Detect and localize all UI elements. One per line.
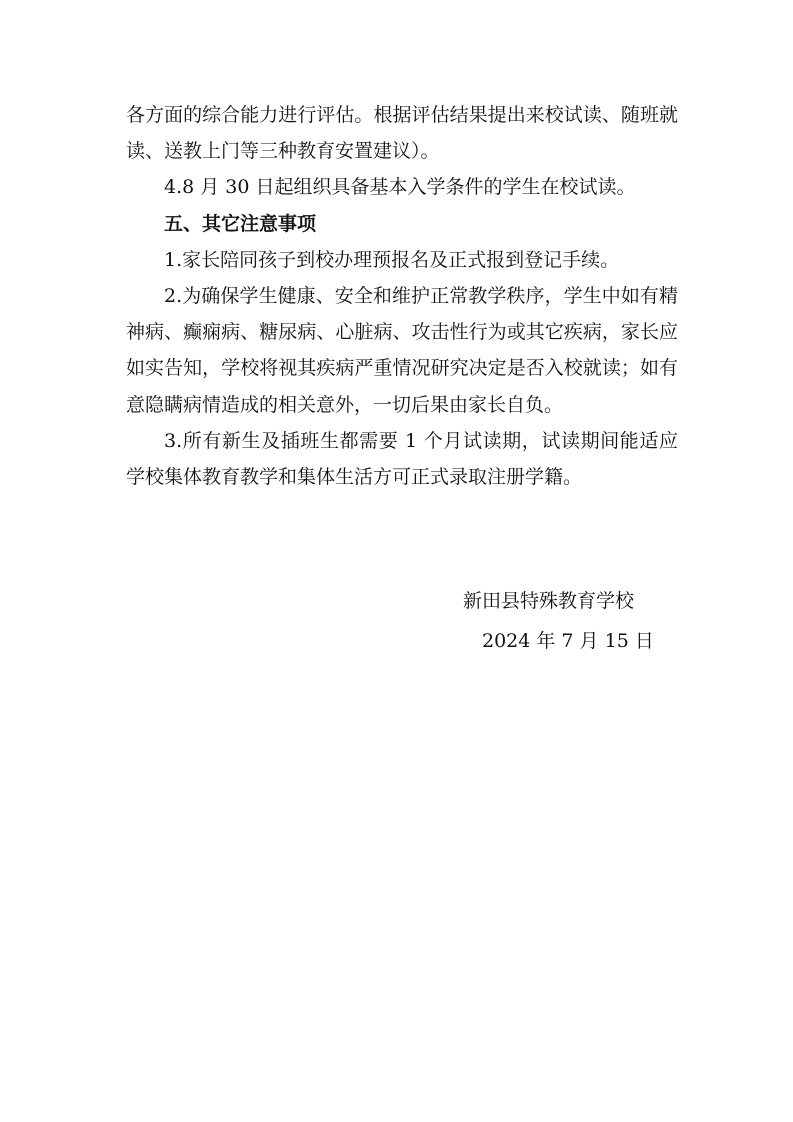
paragraph-note-1: 1.家长陪同孩子到校办理预报名及正式报到登记手续。 <box>164 248 620 271</box>
paragraph-assessment-continued: 各方面的综合能力进行评估。根据评估结果提出来校试读、随班就读、送教上门等三种教育安置建议）。 <box>126 104 678 163</box>
signature-date: 2024 年 7 月 15 日 <box>482 630 654 652</box>
paragraph-note-2: 2.为确保学生健康、安全和维护正常教学秩序，学生中如有精神病、癫痫病、糖尿病、心脏病、攻击性行为或其它疾病，家长应如实告知，学校将视其疾病严重情况研究决定是否入校就读；如有意隐瞒病情造成的相关意外，一切后果由家长自负。 <box>126 285 678 416</box>
paragraph-note-3: 3.所有新生及插班生都需要 1 个月试读期，试读期间能适应学校集体教育教学和集体生活方可正式录取注册学籍。 <box>126 429 678 489</box>
signature-organization: 新田县特殊教育学校 <box>463 590 635 612</box>
section-heading-other-notes: 五、其它注意事项 <box>164 212 317 235</box>
document-body <box>126 97 678 495</box>
paragraph-trial-reading: 4.8 月 30 日起组织具备基本入学条件的学生在校试读。 <box>164 176 636 199</box>
